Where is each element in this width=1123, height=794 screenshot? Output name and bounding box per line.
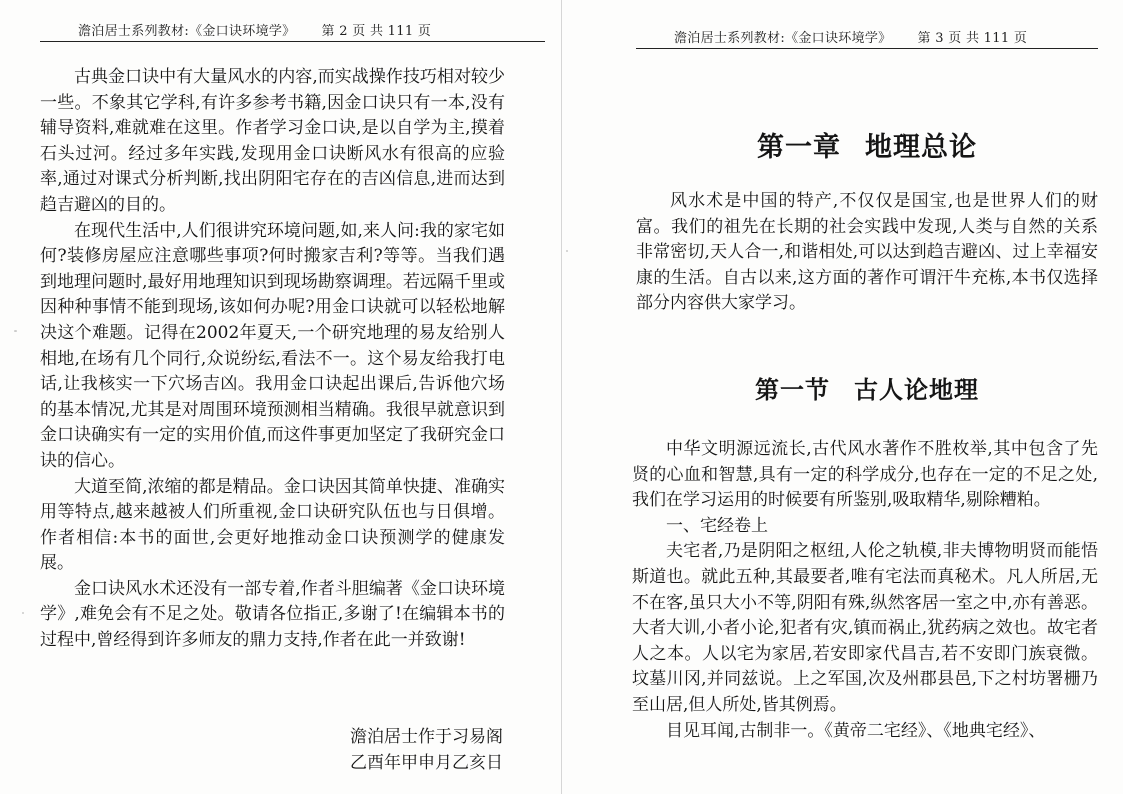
chapter-intro (636, 189, 1098, 317)
header-book-title: 澹泊居士系列教材:《金口诀环境学》 (78, 24, 296, 39)
chapter-heading (636, 125, 1098, 164)
scan-speck (14, 330, 17, 332)
scan-speck (22, 612, 24, 614)
header-rule (636, 48, 1098, 49)
section-body (632, 437, 1098, 744)
running-header (674, 27, 1027, 46)
scan-speck (566, 250, 568, 252)
paragraph: 古典金口诀中有大量风水的内容,而实战操作技巧相对较少一些。不象其它学科,有许多参考书籍,因金口诀只有一本,没有辅导资料,难就难在这里。作者学习金口诀,是以自学为主,摸着石头过河。经过多年实践,发现用金口诀断风水有很高的应验率,通过对课式分析判断,找出阴阳宅存在的吉凶信息,进而达到趋吉避凶的目的。 (40, 67, 505, 215)
paragraph: 风水术是中国的特产,不仅仅是国宝,也是世界人们的财富。我们的祖先在长期的社会实践中发现,人类与自然的关系非常密切,天人合一,和谐相处,可以达到趋吉避凶、过上幸福安康的生活。自古以来,这方面的著作可谓汗牛充栋,本书仅选择部分内容供大家学习。 (636, 191, 1098, 314)
preface-body (40, 65, 505, 654)
right-page (562, 0, 1123, 794)
header-rule (40, 41, 545, 42)
signature-date: 乙酉年甲申月乙亥日 (350, 753, 503, 773)
signature-author: 澹泊居士作于习易阁 (350, 727, 503, 747)
paragraph: 大道至简,浓缩的都是精品。金口诀因其简单快捷、准确实用等特点,越来越被人们所重视,金口诀研究队伍也与日俱增。作者相信:本书的面世,会更好地推动金口诀预测学的健康发展。 (40, 476, 505, 574)
section-number: 第一节 (755, 375, 830, 404)
paragraph: 目见耳闻,古制非一。《黄帝二宅经》、《地典宅经》、 (666, 720, 1046, 741)
chapter-number: 第一章 (757, 132, 841, 163)
header-book-title: 澹泊居士系列教材:《金口诀环境学》 (674, 31, 892, 46)
section-heading (636, 370, 1098, 405)
paragraph: 中华文明源远流长,古代风水著作不胜枚举,其中包含了先贤的心血和智慧,具有一定的科学成分,也存在一定的不足之处,我们在学习运用的时候要有所鉴别,吸取精华,剔除糟粕。 (632, 439, 1098, 511)
header-page-number: 第 3 页 共 111 页 (917, 31, 1028, 46)
paragraph: 在现代生活中,人们很讲究环境问题,如,来人问:我的家宅如何?装修房屋应注意哪些事项?何时搬家吉利?等等。当我们遇到地理问题时,最好用地理知识到现场勘察调理。若远隔千里或因种种事情不能到现场,该如何办呢?用金口诀就可以轻松地解决这个难题。记得在2002年夏天,一个研究地理的易友给别人相地,在场有几个同行,众说纷纭,看法不一。这个易友给我打电话,让我核实一下穴场吉凶。我用金口诀起出课后,告诉他穴场的基本情况,尤其是对周围环境预测相当精确。我很早就意识到金口诀确实有一定的实用价值,而这件事更加坚定了我研究金口诀的信心。 (40, 220, 505, 471)
left-page (0, 0, 561, 794)
header-page-number: 第 2 页 共 111 页 (321, 24, 432, 39)
chapter-title: 地理总论 (865, 132, 977, 163)
paragraph: 金口诀风水术还没有一部专着,作者斗胆编著《金口诀环境学》,难免会有不足之处。敬请各位指正,多谢了!在编辑本书的过程中,曾经得到许多师友的鼎力支持,作者在此一并致谢! (40, 578, 505, 651)
subheading: 一、宅经卷上 (666, 515, 768, 536)
running-header (78, 20, 431, 39)
quote-paragraph: 夫宅者,乃是阴阳之枢纽,人伦之轨模,非夫博物明贤而能悟斯道也。就此五种,其最要者,唯有宅法而真秘术。凡人所居,无不在客,虽只大小不等,阴阳有殊,纵然客居一室之中,亦有善恶。大者大训,小者小论,犯者有灾,镇而祸止,犹药病之效也。故宅者人之本。人以宅为家居,若安即家代昌吉,若不安即门族衰微。坟墓川冈,并同兹说。上之军国,次及州郡县邑,下之村坊署栅乃至山居,但人所处,皆其例焉。 (632, 541, 1098, 715)
section-title: 古人论地理 (854, 375, 979, 404)
